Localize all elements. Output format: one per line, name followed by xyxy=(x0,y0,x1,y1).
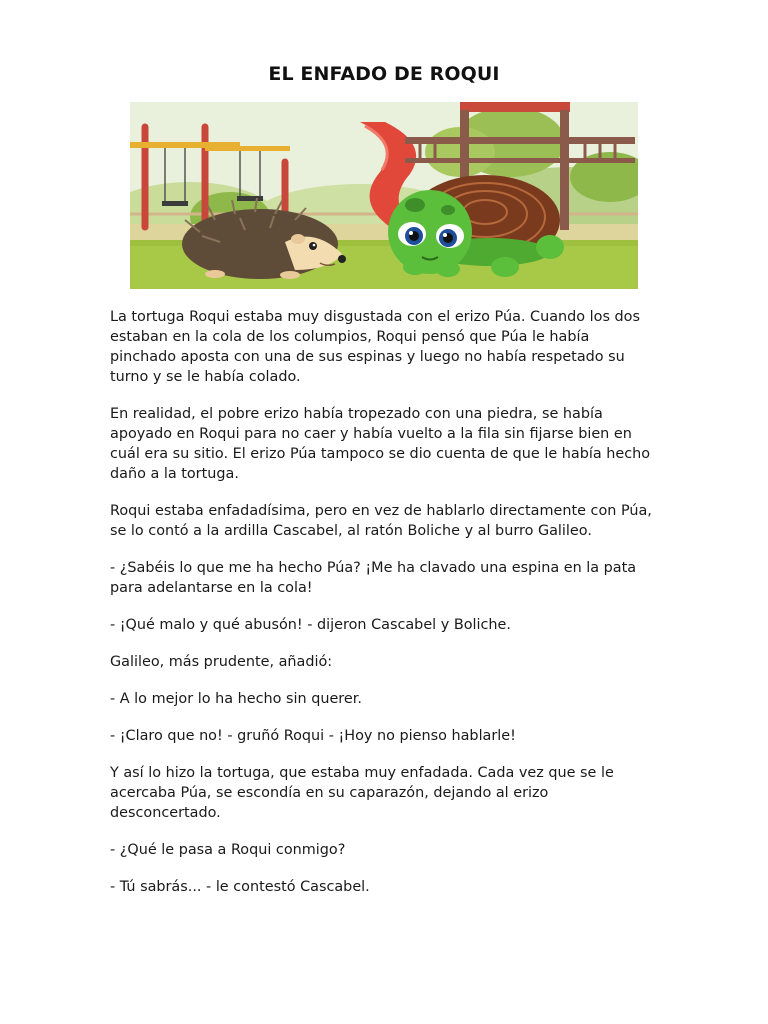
story-text xyxy=(110,307,670,914)
paragraph-8: - ¡Claro que no! - gruñó Roqui - ¡Hoy no pienso hablarle! xyxy=(110,728,516,744)
page-title: EL ENFADO DE ROQUI xyxy=(268,63,500,85)
paragraph-2: En realidad, el pobre erizo había tropezado con una piedra, se había apoyado en Roqui para no caer y había vuelto a la fila sin fijarse bien en cuál era su sitio. El erizo Púa tampoco se dio cuenta de que le había hecho daño a la tortuga. xyxy=(110,406,651,482)
paragraph-1: La tortuga Roqui estaba muy disgustada con el erizo Púa. Cuando los dos estaban en la cola de los columpios, Roqui pensó que Púa le había pinchado aposta con una de sus espinas y luego no había respetado su turno y se le había colado. xyxy=(110,309,640,385)
story-illustration xyxy=(130,102,638,289)
park-hedgehog-turtle-illustration xyxy=(130,102,638,289)
paragraph-9: Y así lo hizo la tortuga, que estaba muy enfadada. Cada vez que se le acercaba Púa, se escondía en su caparazón, dejando al erizo desconcertado. xyxy=(110,765,614,821)
paragraph-11: - Tú sabrás... - le contestó Cascabel. xyxy=(110,879,370,895)
paragraph-6: Galileo, más prudente, añadió: xyxy=(110,654,333,670)
paragraph-3: Roqui estaba enfadadísima, pero en vez de hablarlo directamente con Púa, se lo contó a la ardilla Cascabel, al ratón Boliche y al burro Galileo. xyxy=(110,503,652,539)
paragraph-5: - ¡Qué malo y qué abusón! - dijeron Cascabel y Boliche. xyxy=(110,617,511,633)
paragraph-4: - ¿Sabéis lo que me ha hecho Púa? ¡Me ha clavado una espina en la pata para adelantarse en la cola! xyxy=(110,560,637,596)
paragraph-7: - A lo mejor lo ha hecho sin querer. xyxy=(110,691,362,707)
paragraph-10: - ¿Qué le pasa a Roqui conmigo? xyxy=(110,842,346,858)
